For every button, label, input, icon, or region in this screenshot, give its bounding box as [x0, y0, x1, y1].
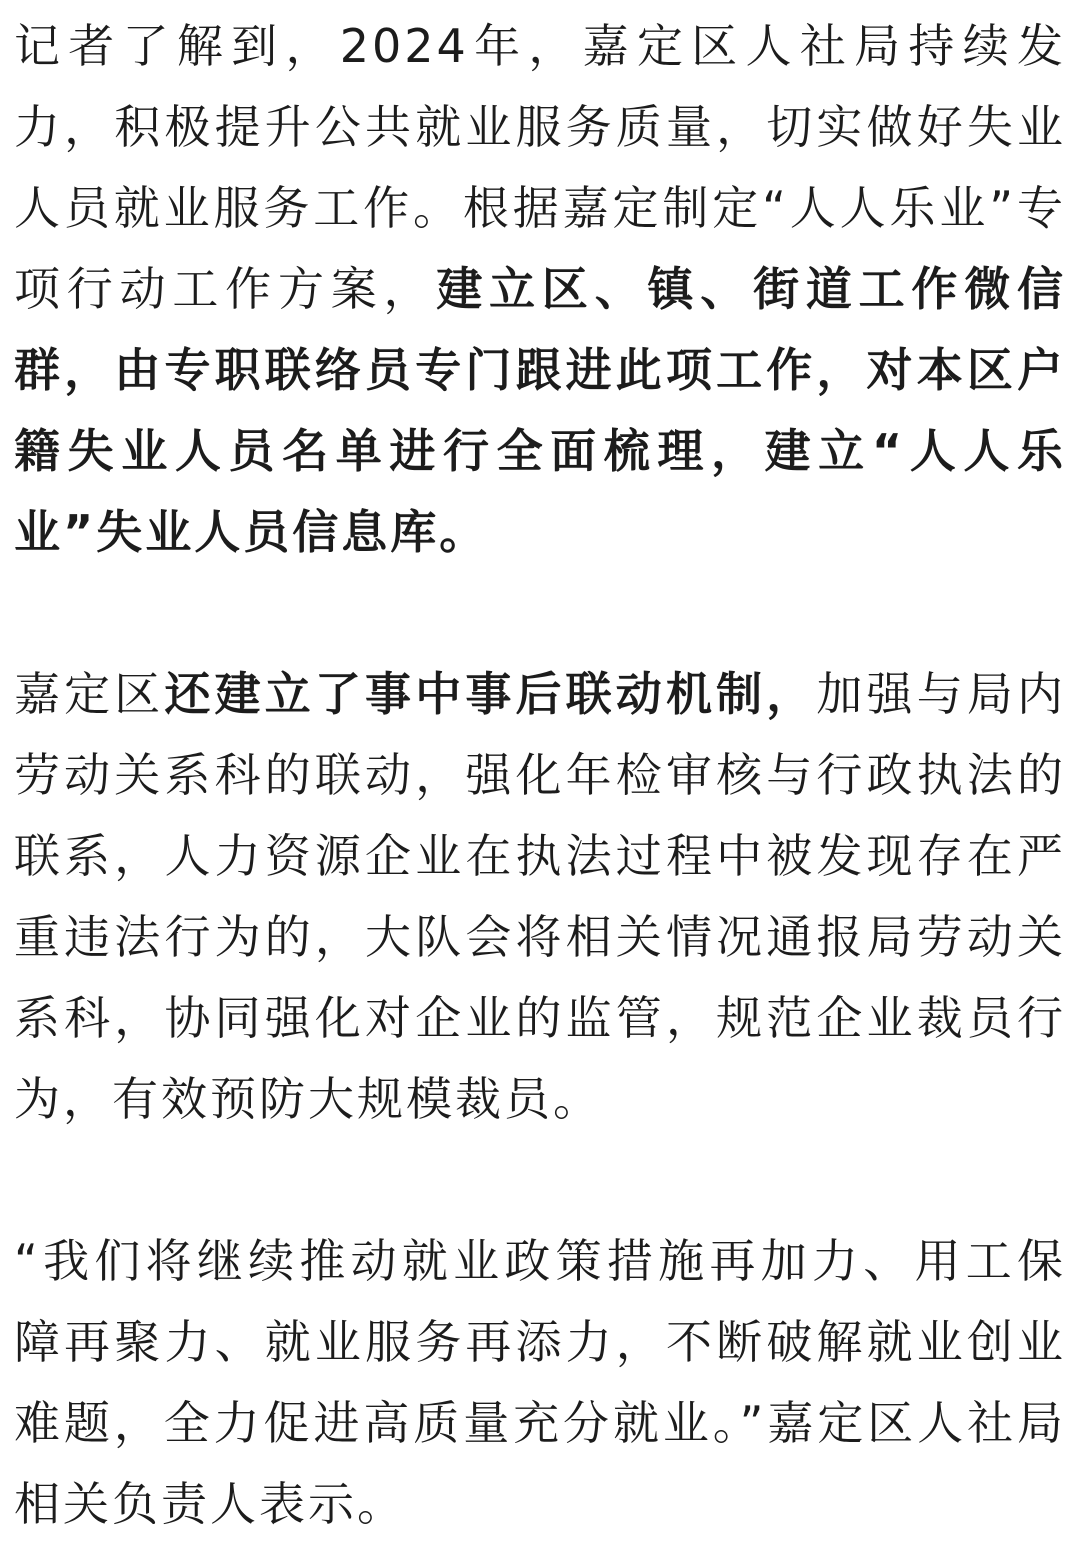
paragraph-1 [14, 6, 1066, 573]
paragraph-1-text: 记者了解到，2024年，嘉定区人社局持续发力，积极提升公共就业服务质量，切实做好失业人员就业服务工作。根据嘉定制定“人人乐业”专项行动工作方案， [14, 19, 1066, 316]
paragraph-3 [14, 1221, 1066, 1545]
paragraph-3-quote-text: “我们将继续推动就业政策措施再加力、用工保障再聚力、就业服务再添力，不断破解就业创业难题，全力促进高质量充分就业。”嘉定区人社局相关负责人表示。 [14, 1234, 1066, 1531]
paragraph-2-bold-text: 还建立了事中事后联动机制， [164, 667, 817, 721]
paragraph-1-bold-text: 建立区、镇、街道工作微信群，由专职联络员专门跟进此项工作，对本区户籍失业人员名单进行全面梳理，建立“人人乐业”失业人员信息库。 [14, 262, 1067, 559]
paragraph-2 [14, 654, 1066, 1140]
paragraph-2-lead-text: 嘉定区 [14, 667, 165, 721]
article-body [14, 6, 1066, 1545]
paragraph-2-text: 加强与局内劳动关系科的联动，强化年检审核与行政执法的联系，人力资源企业在执法过程中被发现存在严重违法行为的，大队会将相关情况通报局劳动关系科，协同强化对企业的监管，规范企业裁员行为，有效预防大规模裁员。 [14, 667, 1067, 1126]
